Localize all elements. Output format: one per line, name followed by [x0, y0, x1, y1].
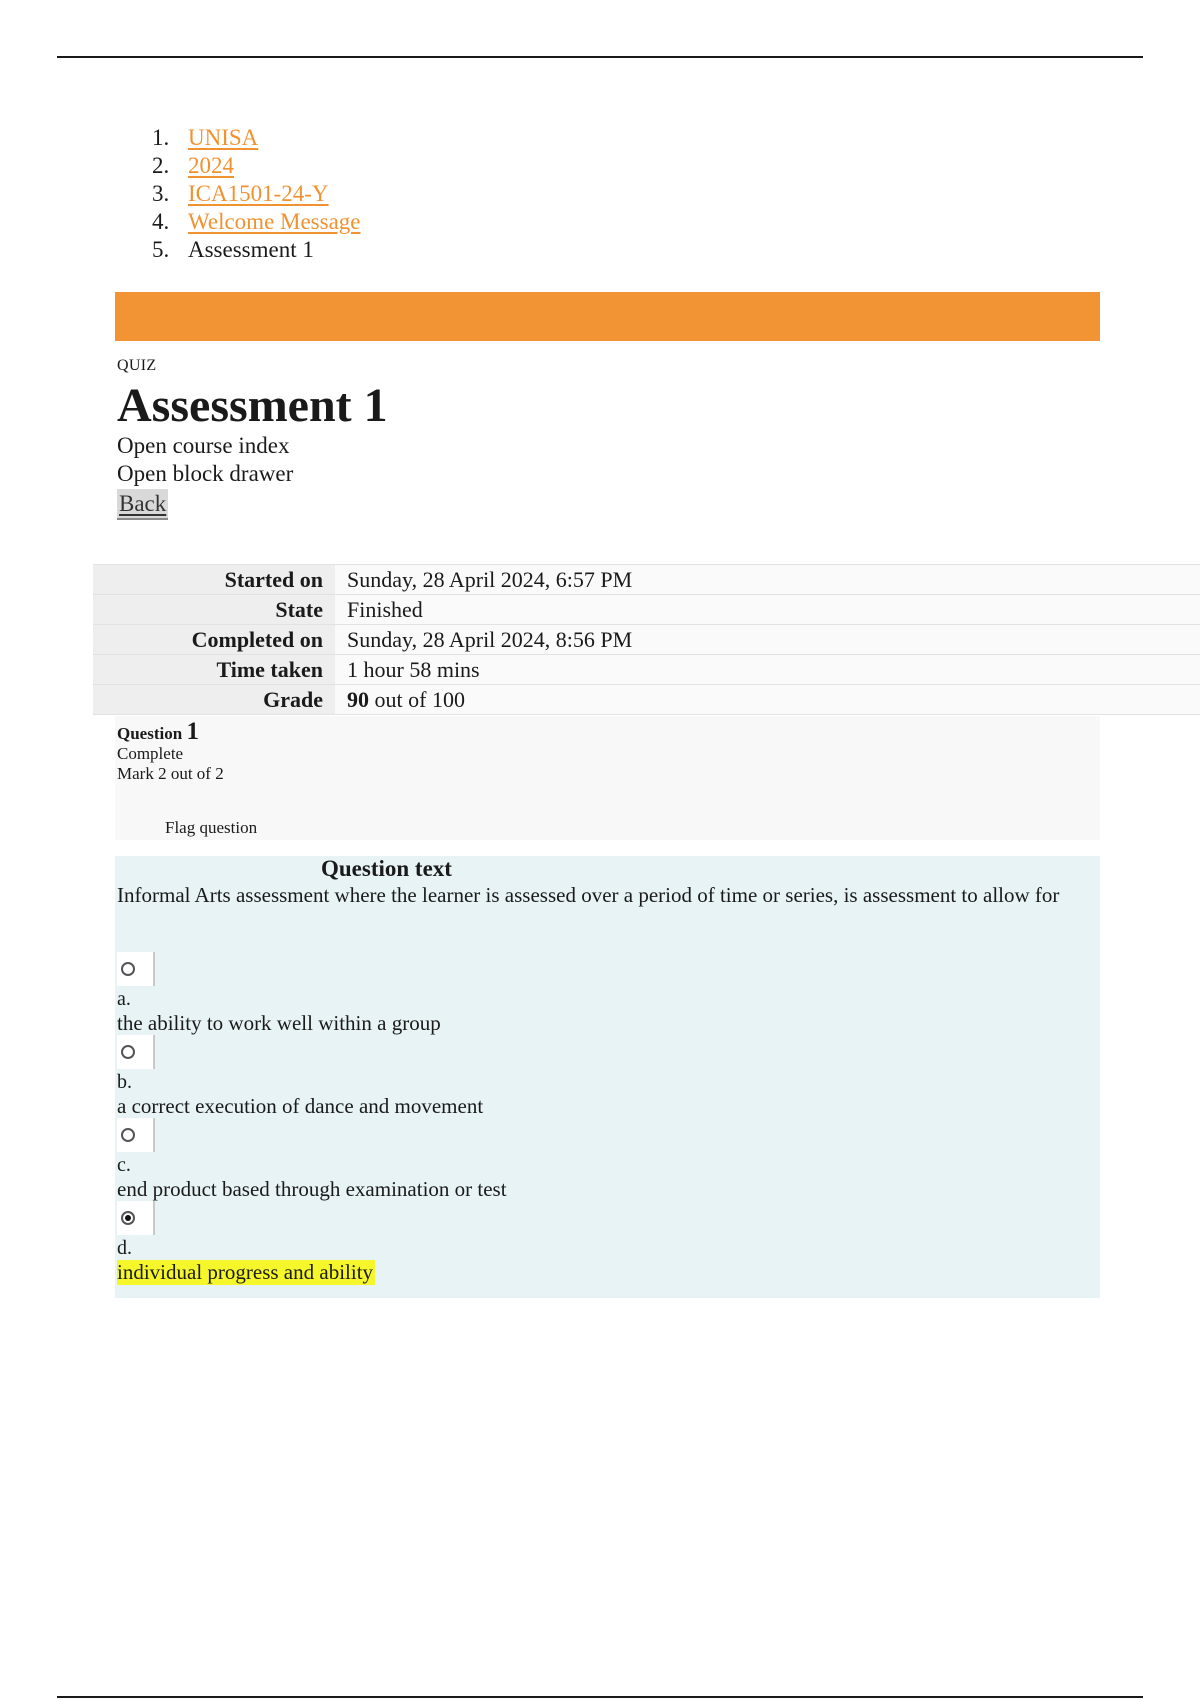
question-content-panel: [115, 856, 1100, 1298]
summary-label: Started on: [93, 565, 335, 595]
grade-label: Grade: [93, 685, 335, 715]
summary-label: Time taken: [93, 655, 335, 685]
radio-button-a[interactable]: [121, 962, 135, 976]
radio-button-b[interactable]: [121, 1045, 135, 1059]
question-text: Informal Arts assessment where the learner is assessed over a period of time or series, is assessment to allow for: [117, 883, 1060, 907]
breadcrumb: [152, 124, 361, 264]
radio-cell: [117, 1035, 155, 1069]
breadcrumb-number: 2.: [152, 153, 170, 178]
summary-value: Finished: [335, 595, 1200, 625]
breadcrumb-link-welcome-message[interactable]: Welcome Message: [188, 209, 361, 234]
flag-question-button[interactable]: Flag question: [165, 818, 258, 837]
bottom-rule: [57, 1696, 1143, 1698]
question-number: [117, 718, 199, 746]
activity-type-label: QUIZ: [117, 357, 157, 374]
summary-value: Sunday, 28 April 2024, 6:57 PM: [335, 565, 1200, 595]
table-row: [93, 565, 1200, 595]
question-state: Complete: [117, 744, 184, 763]
attempt-summary-table: [93, 564, 1200, 715]
table-row: [93, 595, 1200, 625]
breadcrumb-number: 5.: [152, 237, 170, 262]
radio-button-c[interactable]: [121, 1128, 135, 1142]
breadcrumb-link-unisa[interactable]: UNISA: [188, 125, 259, 150]
breadcrumb-number: 3.: [152, 181, 170, 206]
option-text: end product based through examination or test: [117, 1177, 507, 1201]
summary-value: Sunday, 28 April 2024, 8:56 PM: [335, 625, 1200, 655]
question-prefix: Question: [117, 724, 187, 743]
table-row: [93, 655, 1200, 685]
option-letter: a.: [117, 988, 131, 1010]
breadcrumb-item: [152, 152, 361, 180]
open-block-drawer-link[interactable]: Open block drawer: [117, 461, 294, 486]
back-button[interactable]: Back: [117, 489, 168, 520]
header-banner: [115, 292, 1100, 341]
grade-value: [335, 685, 1200, 715]
open-course-index-link[interactable]: Open course index: [117, 433, 290, 458]
breadcrumb-number: 4.: [152, 209, 170, 234]
grade-score: 90: [347, 686, 369, 712]
option-letter: d.: [117, 1237, 132, 1259]
table-row: [93, 625, 1200, 655]
table-row: [93, 685, 1200, 715]
radio-cell: [117, 952, 155, 986]
option-text: a correct execution of dance and movement: [117, 1094, 484, 1118]
top-rule: [57, 56, 1143, 58]
breadcrumb-link-2024[interactable]: 2024: [188, 153, 234, 178]
summary-value: 1 hour 58 mins: [335, 655, 1200, 685]
radio-button-d[interactable]: [121, 1211, 135, 1225]
option-letter: b.: [117, 1071, 132, 1093]
summary-label: Completed on: [93, 625, 335, 655]
breadcrumb-item: [152, 236, 361, 264]
radio-cell: [117, 1201, 155, 1235]
breadcrumb-link-course[interactable]: ICA1501-24-Y: [188, 181, 329, 206]
page-title: Assessment 1: [117, 379, 388, 432]
question-info-panel: [115, 716, 1100, 840]
option-text: the ability to work well within a group: [117, 1011, 441, 1035]
breadcrumb-item: [152, 180, 361, 208]
option-text-selected: individual progress and ability: [117, 1260, 374, 1284]
option-letter: c.: [117, 1154, 131, 1176]
question-text-heading: Question text: [321, 856, 452, 881]
question-mark: Mark 2 out of 2: [117, 764, 224, 783]
breadcrumb-item: [152, 124, 361, 152]
summary-label: State: [93, 595, 335, 625]
breadcrumb-number: 1.: [152, 125, 170, 150]
radio-cell: [117, 1118, 155, 1152]
grade-out-of: out of 100: [369, 686, 465, 712]
breadcrumb-current: Assessment 1: [188, 237, 314, 262]
breadcrumb-item: [152, 208, 361, 236]
question-number-value: 1: [186, 718, 199, 745]
